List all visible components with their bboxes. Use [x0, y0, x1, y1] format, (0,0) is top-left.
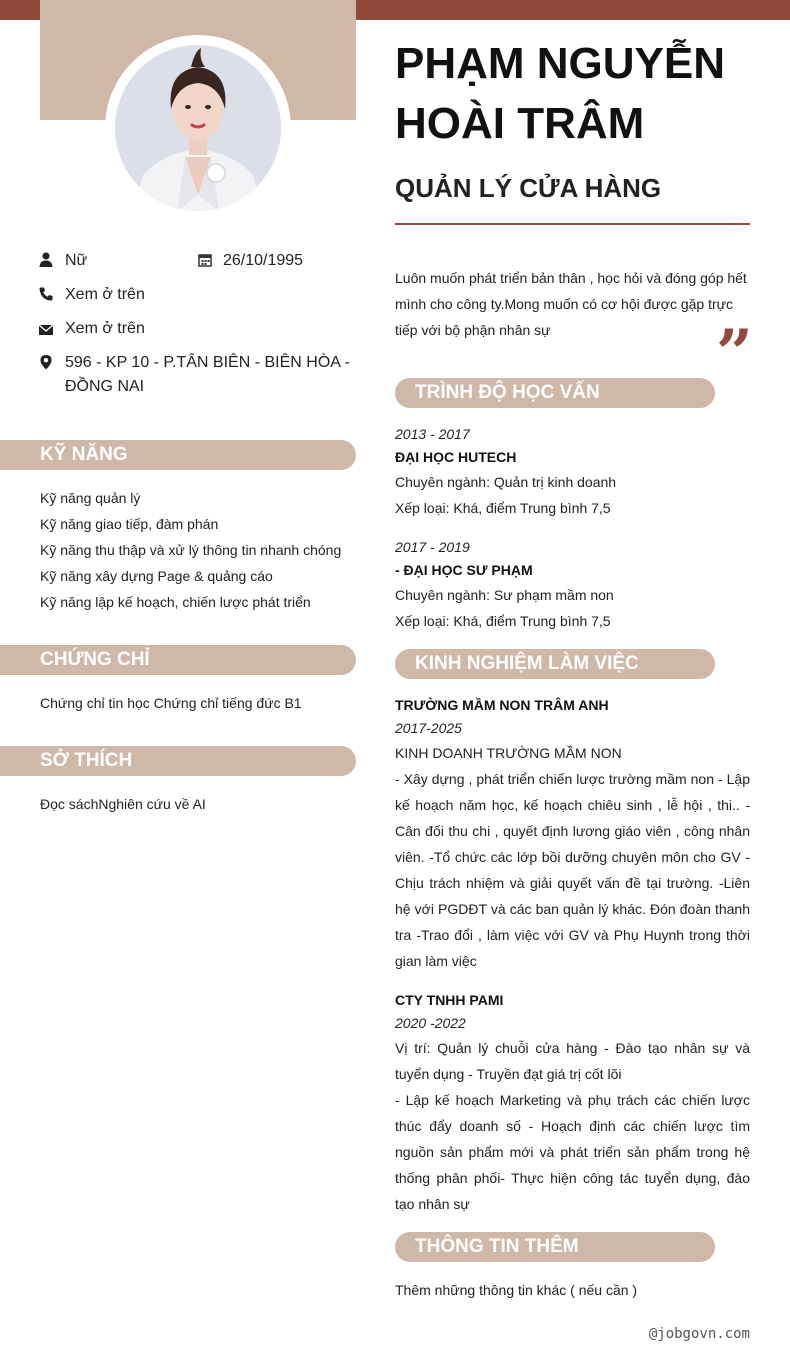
phone-icon — [38, 286, 54, 302]
education-heading — [395, 378, 715, 408]
skill-item: Kỹ năng quản lý — [40, 490, 141, 506]
portrait-image — [115, 45, 281, 211]
experience-description: - Lập kế hoạch Marketing và phụ trách các chiến lược thúc đẩy doanh số - Hoạch định các chiến lược tìm nguồn sản phẩm mới và phát triển sản phẩm trong hệ thống phân phối- Thực hiện công tác tuyển dụng, đào tạo nhân sự — [395, 1092, 750, 1212]
skills-heading — [0, 440, 356, 470]
calendar-icon — [197, 252, 213, 268]
education-period: 2013 - 2017 — [395, 426, 470, 442]
user-icon — [38, 252, 54, 268]
certificates-heading — [0, 645, 356, 675]
avatar — [115, 45, 281, 211]
job-title: QUẢN LÝ CỬA HÀNG — [395, 173, 662, 203]
quote-mark-icon: ” — [716, 316, 753, 391]
certificates-text: Chứng chỉ tin học Chứng chỉ tiếng đức B1 — [40, 695, 302, 711]
certificates-heading-label: CHỨNG CHỈ — [40, 649, 150, 670]
education-period: 2017 - 2019 — [395, 539, 470, 555]
skill-item: Kỹ năng giao tiếp, đàm phán — [40, 516, 219, 532]
skill-item: Kỹ năng xây dựng Page & quảng cáo — [40, 568, 273, 584]
extra-info-heading — [395, 1232, 715, 1262]
skills-heading-label: KỸ NĂNG — [40, 444, 128, 465]
extra-info-heading-label: THÔNG TIN THÊM — [415, 1236, 579, 1257]
hobbies-heading — [0, 746, 356, 776]
experience-period: 2017-2025 — [395, 720, 462, 736]
experience-company: TRƯỜNG MẦM NON TRÂM ANH — [395, 697, 609, 713]
education-heading-label: TRÌNH ĐỘ HỌC VẤN — [415, 382, 600, 403]
phone-text: Xem ở trên — [65, 286, 145, 303]
candidate-name: PHẠM NGUYỄN HOÀI TRÂM — [395, 39, 726, 148]
birthdate-text: 26/10/1995 — [223, 252, 304, 269]
education-grade: Xếp loại: Khá, điểm Trung bình 7,5 — [395, 500, 611, 516]
email-icon — [38, 322, 54, 338]
map-pin-icon — [38, 354, 54, 370]
hobbies-text: Đọc sáchNghiên cứu về AI — [40, 796, 206, 812]
experience-company: CTY TNHH PAMI — [395, 992, 504, 1008]
skills-list — [40, 485, 356, 615]
experience-heading — [395, 649, 715, 679]
gender-text: Nữ — [65, 252, 88, 269]
hobbies-heading-label: SỞ THÍCH — [40, 750, 133, 771]
skill-item: Kỹ năng thu thập và xử lý thông tin nhanh chóng — [40, 542, 342, 558]
extra-info-text: Thêm những thông tin khác ( nếu cần ) — [395, 1282, 638, 1298]
title-divider — [395, 223, 750, 225]
footer-watermark: @jobgovn.com — [648, 1326, 750, 1342]
education-school: ĐẠI HỌC HUTECH — [395, 449, 517, 465]
education-school: - ĐẠI HỌC SƯ PHẠM — [395, 562, 533, 578]
skill-item: Kỹ năng lập kế hoạch, chiến lược phát triển — [40, 594, 311, 610]
address-text: 596 - KP 10 - P.TÂN BIÊN - BIÊN HÒA - ĐỒNG NAI — [65, 354, 350, 395]
education-major: Chuyên ngành: Quản trị kinh doanh — [395, 474, 617, 490]
career-objective: Luôn muốn phát triển bản thân , học hỏi và đóng góp hết mình cho công ty.Mong muốn có cơ hội được gặp trực tiếp với bộ phận nhân sự — [395, 270, 747, 338]
experience-heading-label: KINH NGHIỆM LÀM VIỆC — [415, 653, 639, 674]
experience-role: KINH DOANH TRƯỜNG MẦM NON — [395, 745, 622, 761]
email-text: Xem ở trên — [65, 320, 145, 337]
experience-period: 2020 -2022 — [395, 1015, 466, 1031]
education-grade: Xếp loại: Khá, điểm Trung bình 7,5 — [395, 613, 611, 629]
experience-description: - Xây dựng , phát triển chiến lược trường mầm non - Lập kế hoạch năm học, kế hoạch chiêu sinh , lễ hội , thi.. -Cân đối thu chi , quyết định lương giáo viên , công nhân viên. -Tổ chức các lớp bồi dưỡng chuyên môn cho GV -Chịu trách nhiệm và giải quyết vấn đề tại trường. -Liên hệ với PGDĐT và các ban quản lý khác. Đón đoàn thanh tra -Trao đổi , làm việc với GV và Phụ Huynh trong thời gian làm việc — [395, 771, 750, 969]
experience-role: Vị trí: Quản lý chuỗi cửa hàng - Đào tạo nhân sự và tuyển dụng - Truyền đạt giá trị cốt lõi — [395, 1040, 750, 1082]
education-major: Chuyên ngành: Sư phạm mầm non — [395, 587, 614, 603]
